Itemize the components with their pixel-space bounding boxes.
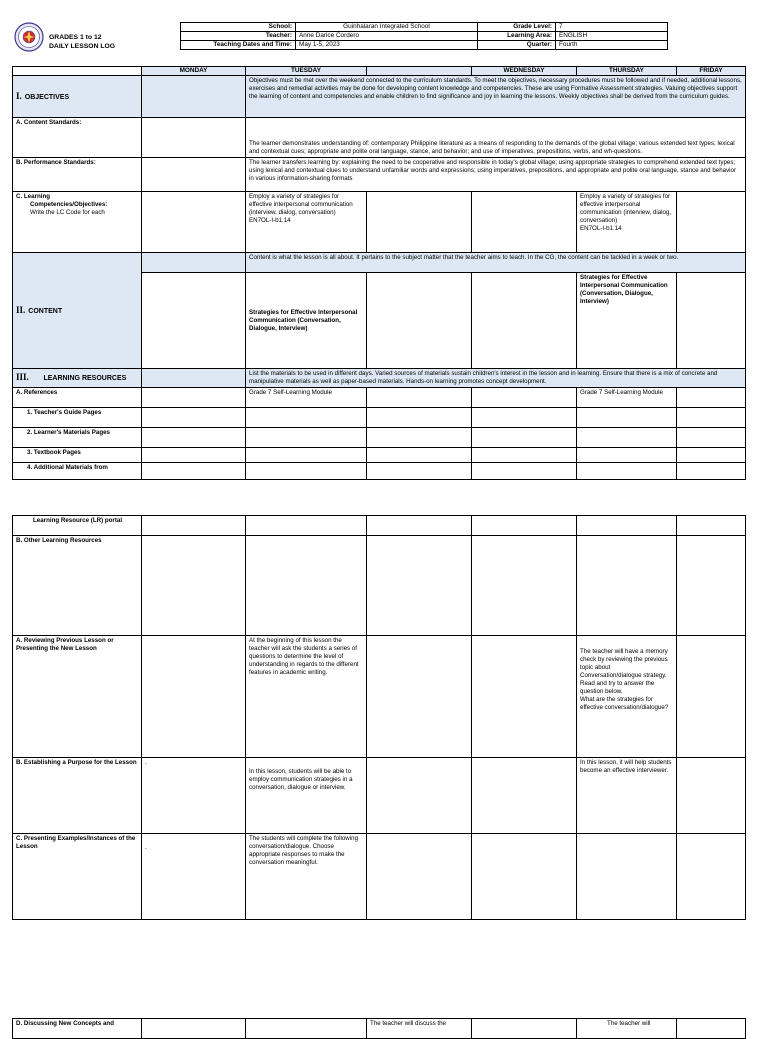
performance-standards-text: The learner transfers learning by: explaining the need to be cooperative and responsible in today's global village; using appropriate strategies to comprehend extended text types; using lexical and contextual clues to understand unfamiliar words and expressions; using imperatives, prepositions, and appropriate and polite oral language, stance and behavior in various information-sharing formats xyxy=(246,158,746,192)
reviewing-lesson-label: A. Reviewing Previous Lesson or Presenting the New Lesson xyxy=(13,636,142,758)
day-header-friday: FRIDAY xyxy=(677,67,746,76)
content-standards-text: The learner demonstrates understanding of: contemporary Philippine literature as a means of responding to the demands of the global village; various extended text types; lexical and contextual cues; appropriate and polite oral language, stance, and behavior; and use of imperatives, prepositions, verbs, and wh-questions. xyxy=(246,118,746,158)
discussing-concepts-label: D. Discussing New Concepts and xyxy=(13,1019,142,1039)
lesson-log-table-2 xyxy=(12,515,746,920)
area-value: ENGLISH xyxy=(556,32,668,41)
references-thursday: Grade 7 Self-Learning Module xyxy=(577,388,677,408)
competency-thursday: Employ a variety of strategies for effective interpersonal communication (interview, dialog, conversation) EN7OL-I-b1.14 xyxy=(577,192,677,253)
content-note: Content is what the lesson is all about. It pertains to the subject matter that the teacher aims to teach. In the CG, the content can be tackled in a week or two. xyxy=(246,253,746,273)
reviewing-tuesday: At the beginning of this lesson the teacher will ask the students a series of questions to determine the level of understanding in regards to the different features in academic writing. xyxy=(246,636,367,758)
title-line-2: DAILY LESSON LOG xyxy=(49,43,116,50)
objectives-note: Objectives must be met over the weekend connected to the curriculum standards. To meet the objectives, necessary procedures must be followed and if needed, additional lessons, exercises and remedial activities may be done for developing content knowledge and competencies. These are using Formative Assessment strategies. Valuing objectives support the learning of content and competencies and enable children to find significance and joy in learning the lessons. Weekly objectives shall be derived from the curriculum guides. xyxy=(246,76,746,118)
purpose-tuesday: In this lesson, students will be able to employ communication strategies in a conversation, dialogue or interview. xyxy=(246,758,367,834)
purpose-thursday: In this lesson, it will help students become an effective interviewer. xyxy=(577,758,677,834)
discussing-col3: The teacher will discuss the xyxy=(367,1019,472,1039)
textbook-pages-label: 3. Textbook Pages xyxy=(13,448,142,463)
teachers-guide-label: 1. Teacher's Guide Pages xyxy=(13,408,142,428)
reviewing-thursday: The teacher will have a memory check by reviewing the previous topic about Conversation/dialogue strategy. Read and try to answer the question below. What are the strategies for effective conversation/dialogue? xyxy=(577,636,677,758)
examples-monday: . xyxy=(142,834,246,920)
discussing-thursday: The teacher will xyxy=(577,1019,677,1039)
page-title xyxy=(49,33,115,51)
content-tuesday: Strategies for Effective Interpersonal Communication (Conversation, Dialogue, Interview) xyxy=(246,273,367,369)
section-learning-resources: III. LEARNING RESOURCES xyxy=(13,369,142,388)
learners-materials-label: 2. Learner's Materials Pages xyxy=(13,428,142,448)
performance-standards-label: B. Performance Standards: xyxy=(13,158,142,192)
section-objectives: I. OBJECTIVES xyxy=(13,76,142,118)
day-header-monday: MONDAY xyxy=(142,67,246,76)
area-label: Learning Area: xyxy=(478,32,556,41)
lr-portal-label: Learning Resource (LR) portal xyxy=(13,516,142,536)
teacher-label: Teacher: xyxy=(181,32,296,41)
examples-tuesday: The students will complete the following conversation/dialogue. Choose appropriate responses to make the conversation meaningful. xyxy=(246,834,367,920)
teacher-value: Anne Darice Cordero xyxy=(296,32,478,41)
references-label: A. References xyxy=(13,388,142,408)
competency-tuesday: Employ a variety of strategies for effective interpersonal communication (interview, dialog, conversation) EN7OL-I-b1.14 xyxy=(246,192,367,253)
establishing-purpose-label: B. Establishing a Purpose for the Lesson xyxy=(13,758,142,834)
deped-seal-logo xyxy=(14,22,44,52)
title-line-1: GRADES 1 to 12 xyxy=(49,34,102,41)
day-header-tuesday: TUESDAY xyxy=(246,67,367,76)
content-thursday: Strategies for Effective Interpersonal Communication (Conversation, Dialogue, Interview) xyxy=(577,273,677,369)
references-tuesday: Grade 7 Self-Learning Module xyxy=(246,388,367,408)
school-label: School: xyxy=(181,23,296,32)
grade-value: 7 xyxy=(556,23,668,32)
lesson-log-table-1 xyxy=(12,66,746,480)
dates-value: May 1-5, 2023 xyxy=(296,41,478,50)
presenting-examples-label: C. Presenting Examples/Instances of the Lesson xyxy=(13,834,142,920)
day-header-thursday: THURSDAY xyxy=(577,67,677,76)
dates-label: Teaching Dates and Time: xyxy=(181,41,296,50)
resources-note: List the materials to be used in different days. Varied sources of materials sustain children's interest in the lesson and in learning. Ensure that there is a mix of concrete and manipulative materials as well as paper-based materials. Hands-on learning promotes concept development. xyxy=(246,369,746,388)
competencies-label: C. Learning Competencies/Objectives: Write the LC Code for each xyxy=(13,192,142,253)
header-info-table xyxy=(180,22,668,50)
content-standards-label: A. Content Standards: xyxy=(13,118,142,158)
lesson-log-table-3 xyxy=(12,1018,746,1039)
school-value: Guinhalaran Integrated School xyxy=(296,23,478,32)
section-content: II. CONTENT xyxy=(13,253,142,369)
purpose-monday: . xyxy=(142,758,246,834)
quarter-value: Fourth xyxy=(556,41,668,50)
quarter-label: Quarter: xyxy=(478,41,556,50)
other-resources-label: B. Other Learning Resources xyxy=(13,536,142,636)
day-header-blank xyxy=(367,67,472,76)
grade-label: Grade Level: xyxy=(478,23,556,32)
additional-materials-label: 4. Additional Materials from xyxy=(13,463,142,480)
day-header-wednesday: WEDNESDAY xyxy=(472,67,577,76)
